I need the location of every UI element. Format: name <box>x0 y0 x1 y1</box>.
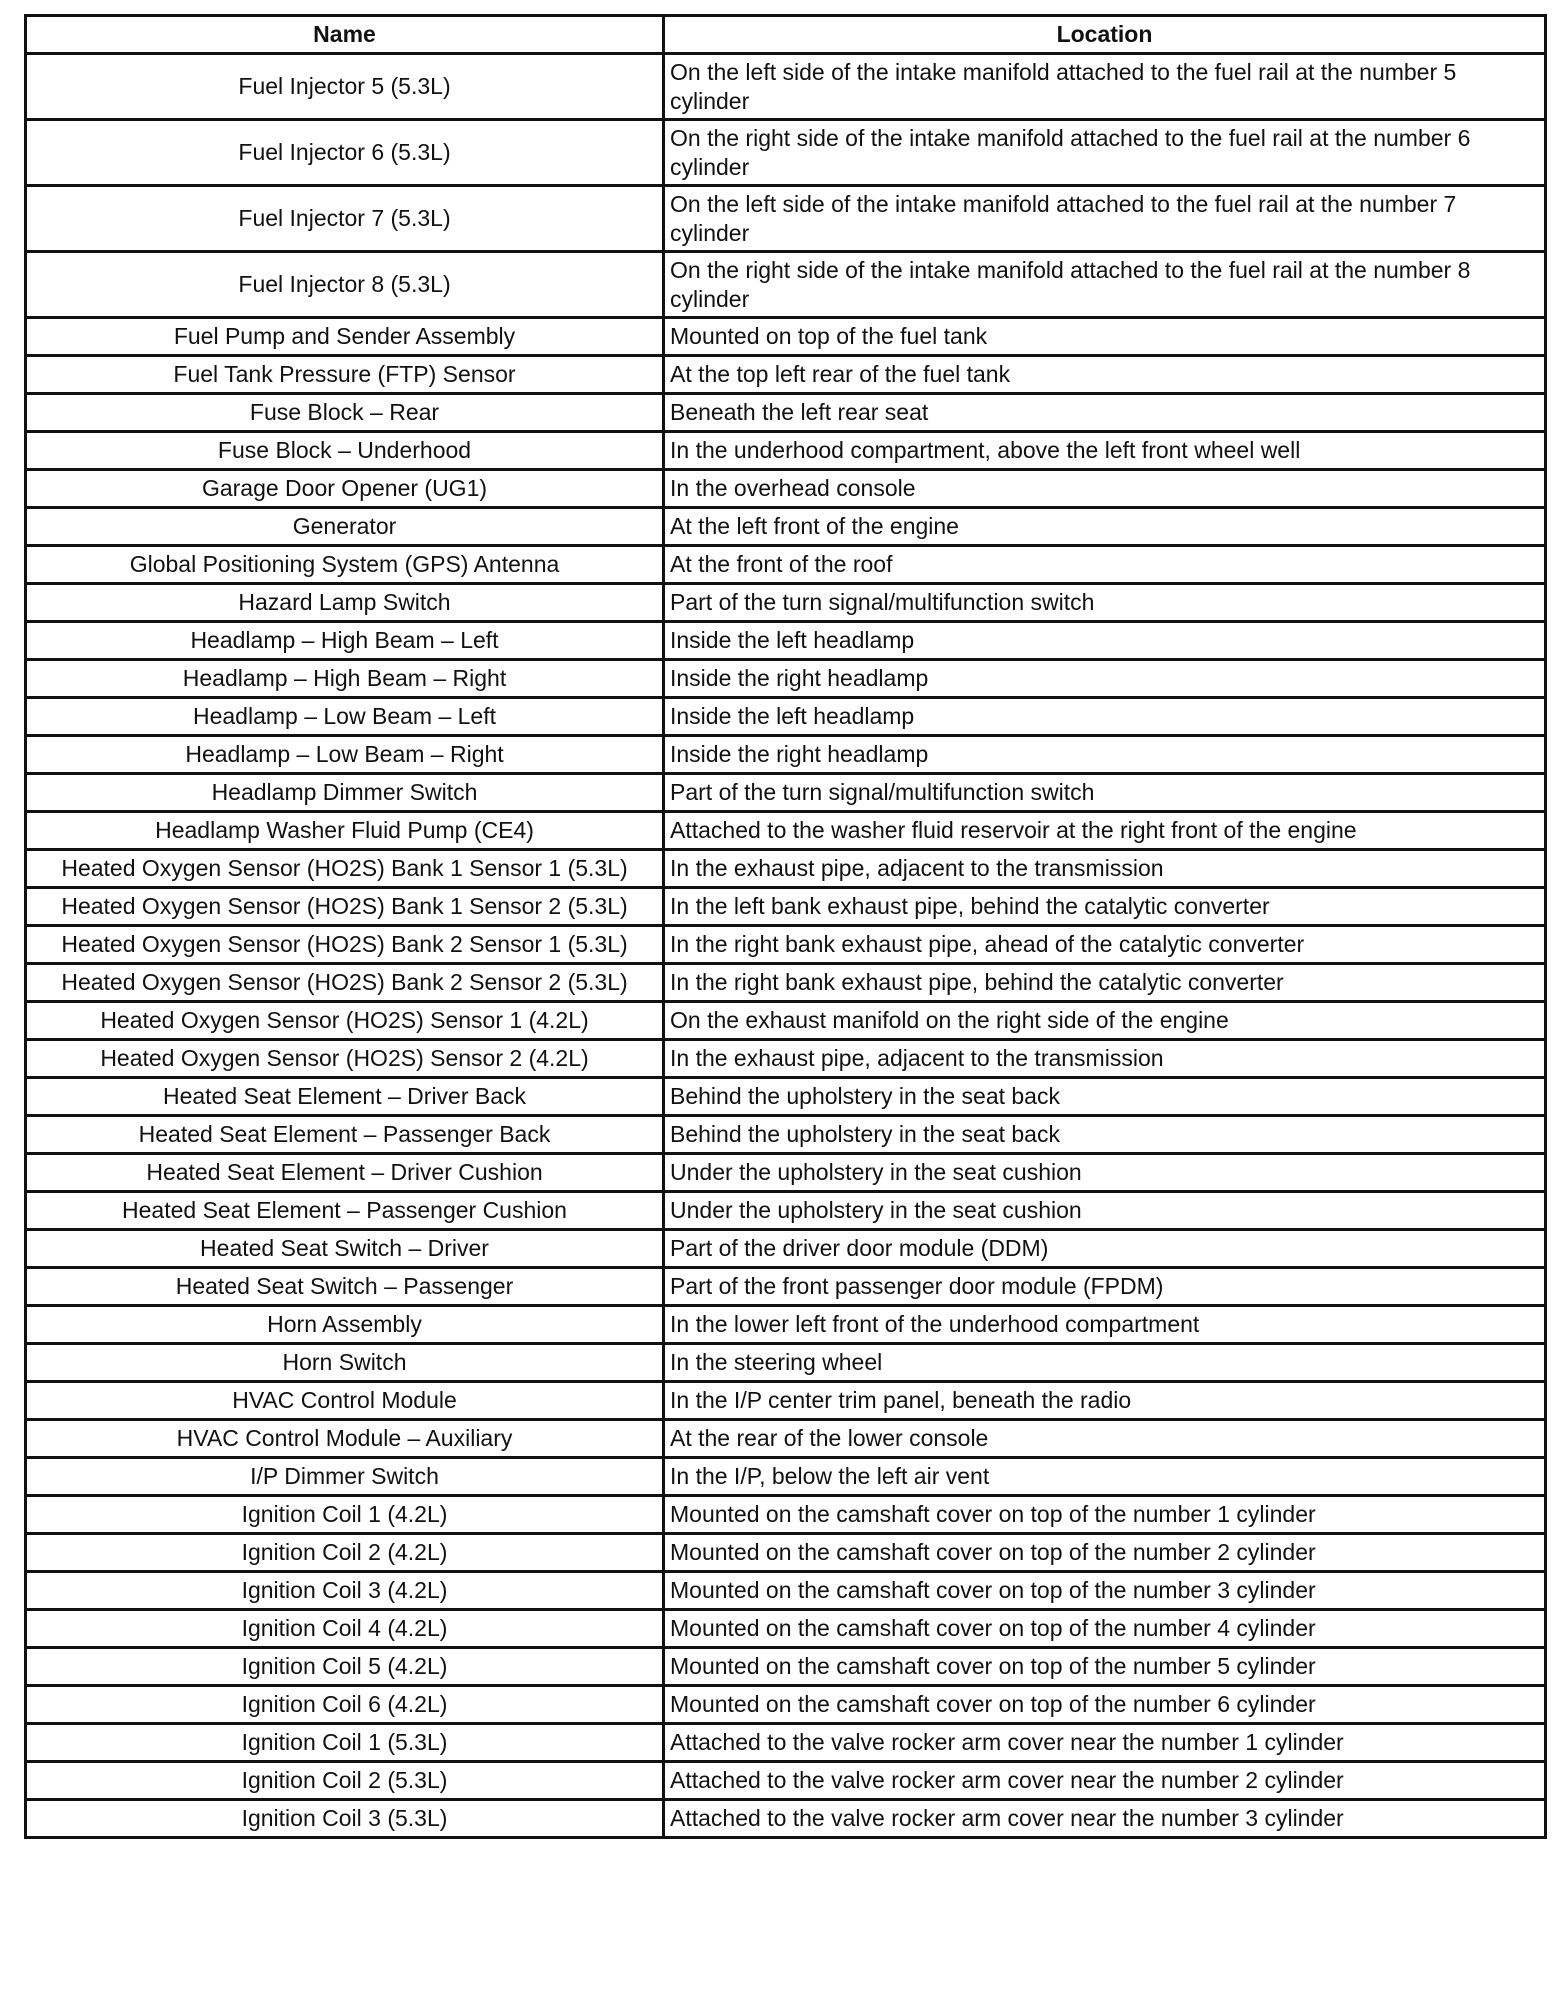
table-row <box>26 1496 1546 1534</box>
component-location: Part of the driver door module (DDM) <box>664 1230 1546 1268</box>
component-location: On the exhaust manifold on the right side of the engine <box>664 1002 1546 1040</box>
component-location: Behind the upholstery in the seat back <box>664 1078 1546 1116</box>
component-location: On the left side of the intake manifold attached to the fuel rail at the number 5 cylinder <box>664 54 1546 120</box>
component-location: In the right bank exhaust pipe, behind the catalytic converter <box>664 964 1546 1002</box>
table-row <box>26 1686 1546 1724</box>
table-row <box>26 1344 1546 1382</box>
component-name: Heated Seat Element – Driver Back <box>26 1078 664 1116</box>
table-row <box>26 394 1546 432</box>
table-row <box>26 508 1546 546</box>
component-name: I/P Dimmer Switch <box>26 1458 664 1496</box>
component-name: Ignition Coil 5 (4.2L) <box>26 1648 664 1686</box>
table-row <box>26 622 1546 660</box>
header-location: Location <box>664 16 1546 54</box>
table-row <box>26 252 1546 318</box>
component-location: Mounted on the camshaft cover on top of the number 2 cylinder <box>664 1534 1546 1572</box>
table-row <box>26 1192 1546 1230</box>
header-name: Name <box>26 16 664 54</box>
component-name: Ignition Coil 2 (4.2L) <box>26 1534 664 1572</box>
component-name: Ignition Coil 4 (4.2L) <box>26 1610 664 1648</box>
component-location: In the I/P, below the left air vent <box>664 1458 1546 1496</box>
component-name: Heated Oxygen Sensor (HO2S) Sensor 2 (4.2L) <box>26 1040 664 1078</box>
component-name: Headlamp – High Beam – Right <box>26 660 664 698</box>
component-name: Ignition Coil 6 (4.2L) <box>26 1686 664 1724</box>
component-name: Fuse Block – Underhood <box>26 432 664 470</box>
component-location: At the front of the roof <box>664 546 1546 584</box>
table-row <box>26 584 1546 622</box>
component-location: Part of the turn signal/multifunction switch <box>664 774 1546 812</box>
component-location: Inside the right headlamp <box>664 660 1546 698</box>
component-name: Headlamp Washer Fluid Pump (CE4) <box>26 812 664 850</box>
table-row <box>26 1230 1546 1268</box>
component-name: Fuel Injector 5 (5.3L) <box>26 54 664 120</box>
table-row <box>26 470 1546 508</box>
component-name: Heated Oxygen Sensor (HO2S) Bank 1 Sensor 1 (5.3L) <box>26 850 664 888</box>
component-location: At the top left rear of the fuel tank <box>664 356 1546 394</box>
table-row <box>26 356 1546 394</box>
table-row <box>26 1382 1546 1420</box>
table-row <box>26 120 1546 186</box>
component-location: Mounted on the camshaft cover on top of the number 6 cylinder <box>664 1686 1546 1724</box>
component-name: Ignition Coil 1 (4.2L) <box>26 1496 664 1534</box>
header-row <box>26 16 1546 54</box>
component-location: On the right side of the intake manifold attached to the fuel rail at the number 6 cylinder <box>664 120 1546 186</box>
table-row <box>26 186 1546 252</box>
table-row <box>26 1116 1546 1154</box>
component-name: Fuel Pump and Sender Assembly <box>26 318 664 356</box>
table-row <box>26 1458 1546 1496</box>
component-name: Headlamp – Low Beam – Left <box>26 698 664 736</box>
component-name: Heated Oxygen Sensor (HO2S) Sensor 1 (4.2L) <box>26 1002 664 1040</box>
component-location: Inside the left headlamp <box>664 622 1546 660</box>
component-location: In the exhaust pipe, adjacent to the transmission <box>664 850 1546 888</box>
component-location: At the rear of the lower console <box>664 1420 1546 1458</box>
component-name: Heated Seat Element – Driver Cushion <box>26 1154 664 1192</box>
component-name: Heated Oxygen Sensor (HO2S) Bank 1 Sensor 2 (5.3L) <box>26 888 664 926</box>
table-row <box>26 1002 1546 1040</box>
component-name: Heated Seat Switch – Passenger <box>26 1268 664 1306</box>
component-name: Fuel Injector 6 (5.3L) <box>26 120 664 186</box>
table-row <box>26 54 1546 120</box>
component-name: Horn Switch <box>26 1344 664 1382</box>
component-name: Global Positioning System (GPS) Antenna <box>26 546 664 584</box>
table-row <box>26 1154 1546 1192</box>
table-row <box>26 698 1546 736</box>
component-location: In the overhead console <box>664 470 1546 508</box>
component-location: On the left side of the intake manifold attached to the fuel rail at the number 7 cylinder <box>664 186 1546 252</box>
component-name: Headlamp – Low Beam – Right <box>26 736 664 774</box>
component-name: Headlamp Dimmer Switch <box>26 774 664 812</box>
table-row <box>26 1078 1546 1116</box>
component-name: Ignition Coil 1 (5.3L) <box>26 1724 664 1762</box>
table-row <box>26 1610 1546 1648</box>
table-row <box>26 850 1546 888</box>
component-name: Heated Oxygen Sensor (HO2S) Bank 2 Sensor 1 (5.3L) <box>26 926 664 964</box>
table-row <box>26 1762 1546 1800</box>
component-location: In the I/P center trim panel, beneath the radio <box>664 1382 1546 1420</box>
table-row <box>26 774 1546 812</box>
component-location: Part of the turn signal/multifunction switch <box>664 584 1546 622</box>
component-location: Behind the upholstery in the seat back <box>664 1116 1546 1154</box>
component-location: Beneath the left rear seat <box>664 394 1546 432</box>
component-location: Mounted on the camshaft cover on top of the number 4 cylinder <box>664 1610 1546 1648</box>
component-name: Fuse Block – Rear <box>26 394 664 432</box>
component-location: Mounted on the camshaft cover on top of the number 5 cylinder <box>664 1648 1546 1686</box>
table-row <box>26 660 1546 698</box>
component-name: Ignition Coil 3 (5.3L) <box>26 1800 664 1838</box>
component-location: In the steering wheel <box>664 1344 1546 1382</box>
table-row <box>26 1306 1546 1344</box>
table-row <box>26 888 1546 926</box>
component-name: Fuel Injector 8 (5.3L) <box>26 252 664 318</box>
component-name: Garage Door Opener (UG1) <box>26 470 664 508</box>
table-row <box>26 926 1546 964</box>
component-location: Part of the front passenger door module (FPDM) <box>664 1268 1546 1306</box>
table-row <box>26 1040 1546 1078</box>
component-location-table <box>24 14 1547 1839</box>
table-row <box>26 1534 1546 1572</box>
table-row <box>26 1420 1546 1458</box>
table-row <box>26 432 1546 470</box>
component-location: Attached to the valve rocker arm cover near the number 1 cylinder <box>664 1724 1546 1762</box>
component-name: Ignition Coil 3 (4.2L) <box>26 1572 664 1610</box>
component-location: Under the upholstery in the seat cushion <box>664 1192 1546 1230</box>
component-location: Attached to the washer fluid reservoir at the right front of the engine <box>664 812 1546 850</box>
table-row <box>26 812 1546 850</box>
component-location: Under the upholstery in the seat cushion <box>664 1154 1546 1192</box>
component-location: Mounted on top of the fuel tank <box>664 318 1546 356</box>
table-row <box>26 736 1546 774</box>
table-row <box>26 964 1546 1002</box>
component-name: Headlamp – High Beam – Left <box>26 622 664 660</box>
component-name: Ignition Coil 2 (5.3L) <box>26 1762 664 1800</box>
component-name: Heated Oxygen Sensor (HO2S) Bank 2 Sensor 2 (5.3L) <box>26 964 664 1002</box>
component-location: In the left bank exhaust pipe, behind the catalytic converter <box>664 888 1546 926</box>
component-location: Attached to the valve rocker arm cover near the number 3 cylinder <box>664 1800 1546 1838</box>
table-row <box>26 1648 1546 1686</box>
component-name: Fuel Tank Pressure (FTP) Sensor <box>26 356 664 394</box>
table-row <box>26 546 1546 584</box>
component-name: Heated Seat Switch – Driver <box>26 1230 664 1268</box>
component-name: HVAC Control Module <box>26 1382 664 1420</box>
component-location: At the left front of the engine <box>664 508 1546 546</box>
component-location: Inside the right headlamp <box>664 736 1546 774</box>
component-location: Attached to the valve rocker arm cover near the number 2 cylinder <box>664 1762 1546 1800</box>
table-row <box>26 1724 1546 1762</box>
component-location: In the lower left front of the underhood compartment <box>664 1306 1546 1344</box>
component-location: In the underhood compartment, above the left front wheel well <box>664 432 1546 470</box>
table-row <box>26 1800 1546 1838</box>
component-name: Heated Seat Element – Passenger Back <box>26 1116 664 1154</box>
component-name: Hazard Lamp Switch <box>26 584 664 622</box>
component-name: Heated Seat Element – Passenger Cushion <box>26 1192 664 1230</box>
component-location: In the exhaust pipe, adjacent to the transmission <box>664 1040 1546 1078</box>
component-location: On the right side of the intake manifold attached to the fuel rail at the number 8 cylinder <box>664 252 1546 318</box>
component-location: Mounted on the camshaft cover on top of the number 1 cylinder <box>664 1496 1546 1534</box>
component-location: In the right bank exhaust pipe, ahead of the catalytic converter <box>664 926 1546 964</box>
component-location: Inside the left headlamp <box>664 698 1546 736</box>
table-row <box>26 318 1546 356</box>
component-name: Horn Assembly <box>26 1306 664 1344</box>
table-row <box>26 1572 1546 1610</box>
component-location: Mounted on the camshaft cover on top of the number 3 cylinder <box>664 1572 1546 1610</box>
table-row <box>26 1268 1546 1306</box>
component-name: HVAC Control Module – Auxiliary <box>26 1420 664 1458</box>
component-name: Fuel Injector 7 (5.3L) <box>26 186 664 252</box>
component-name: Generator <box>26 508 664 546</box>
